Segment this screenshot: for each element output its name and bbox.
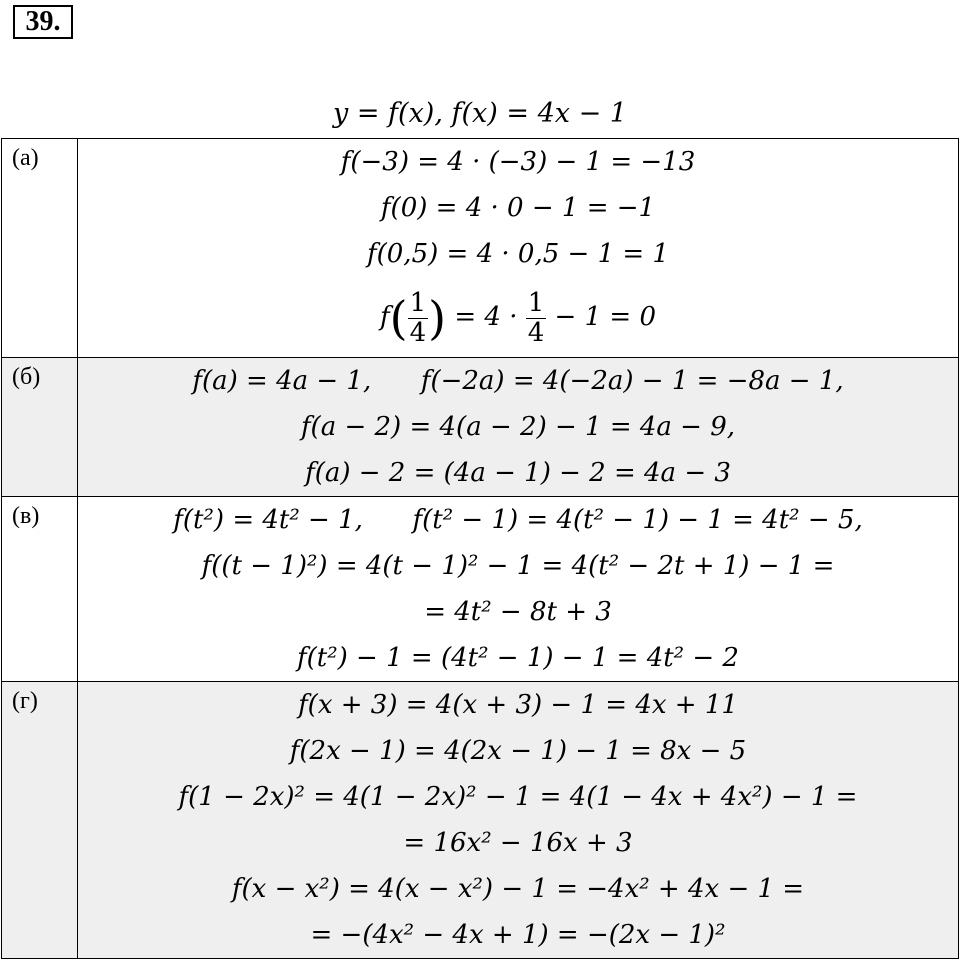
equation-line: f(a) = 4a − 1, f(−2a) = 4(−2a) − 1 = −8a − 1, bbox=[192, 366, 844, 396]
row-d bbox=[2, 682, 959, 959]
equation-line: = 16x² − 16x + 3 bbox=[403, 828, 633, 858]
equation-line: f(−3) = 4 · (−3) − 1 = −13 bbox=[340, 147, 696, 177]
argument-fraction bbox=[408, 289, 429, 347]
fraction-numerator: 1 bbox=[527, 287, 545, 318]
row-b bbox=[2, 358, 959, 497]
coefficient-fraction bbox=[526, 289, 547, 347]
row-c bbox=[2, 497, 959, 682]
problem-number: 39. bbox=[13, 5, 73, 39]
equation-line: f(a − 2) = 4(a − 2) − 1 = 4a − 9, bbox=[300, 412, 736, 442]
fraction-numerator: 1 bbox=[409, 287, 427, 318]
function-definition: y = f(x), f(x) = 4x − 1 bbox=[333, 98, 627, 129]
fraction-equation-line: f( $\frac{1}{4}$ ) = 4 · $\frac{1}{4}$ − 1 = 0 bbox=[380, 287, 656, 348]
equation-line: f(t²) − 1 = (4t² − 1) − 1 = 4t² − 2 bbox=[297, 643, 739, 673]
fraction-denominator: 4 bbox=[527, 317, 545, 348]
row-label: (б) bbox=[2, 358, 78, 497]
row-label: (в) bbox=[2, 497, 78, 682]
row-body bbox=[78, 497, 959, 682]
equation-line: f(0,5) = 4 · 0,5 − 1 = 1 bbox=[367, 239, 669, 269]
equation-line: f(x − x²) = 4(x − x²) − 1 = −4x² + 4x − 1 = bbox=[231, 874, 805, 904]
row-body bbox=[78, 139, 959, 358]
equation-line: f(t²) = 4t² − 1, f(t² − 1) = 4(t² − 1) − 1 = 4t² − 5, bbox=[173, 505, 863, 535]
equation-middle: = 4 · bbox=[446, 302, 526, 332]
row-body bbox=[78, 358, 959, 497]
fn-name: f bbox=[380, 302, 390, 332]
equation-line: f(1 − 2x)² = 4(1 − 2x)² − 1 = 4(1 − 4x + 4x²) − 1 = bbox=[178, 782, 858, 812]
equation-line: f((t − 1)²) = 4(t − 1)² − 1 = 4(t² − 2t + 1) − 1 = bbox=[201, 551, 835, 581]
fraction-denominator: 4 bbox=[409, 317, 427, 348]
row-label: (г) bbox=[2, 682, 78, 959]
row-body bbox=[78, 682, 959, 959]
solution-table bbox=[1, 138, 959, 959]
equation-line: f(2x − 1) = 4(2x − 1) − 1 = 8x − 5 bbox=[289, 736, 747, 766]
equation-line: = −(4x² − 4x + 1) = −(2x − 1)² bbox=[310, 920, 726, 950]
row-a bbox=[2, 139, 959, 358]
row-label: (а) bbox=[2, 139, 78, 358]
equation-suffix: − 1 = 0 bbox=[546, 302, 656, 332]
equation-line: = 4t² − 8t + 3 bbox=[424, 597, 612, 627]
equation-line: f(x + 3) = 4(x + 3) − 1 = 4x + 11 bbox=[298, 690, 738, 720]
equation-line: f(a) − 2 = (4a − 1) − 2 = 4a − 3 bbox=[305, 458, 731, 488]
equation-line: f(0) = 4 · 0 − 1 = −1 bbox=[380, 193, 656, 223]
